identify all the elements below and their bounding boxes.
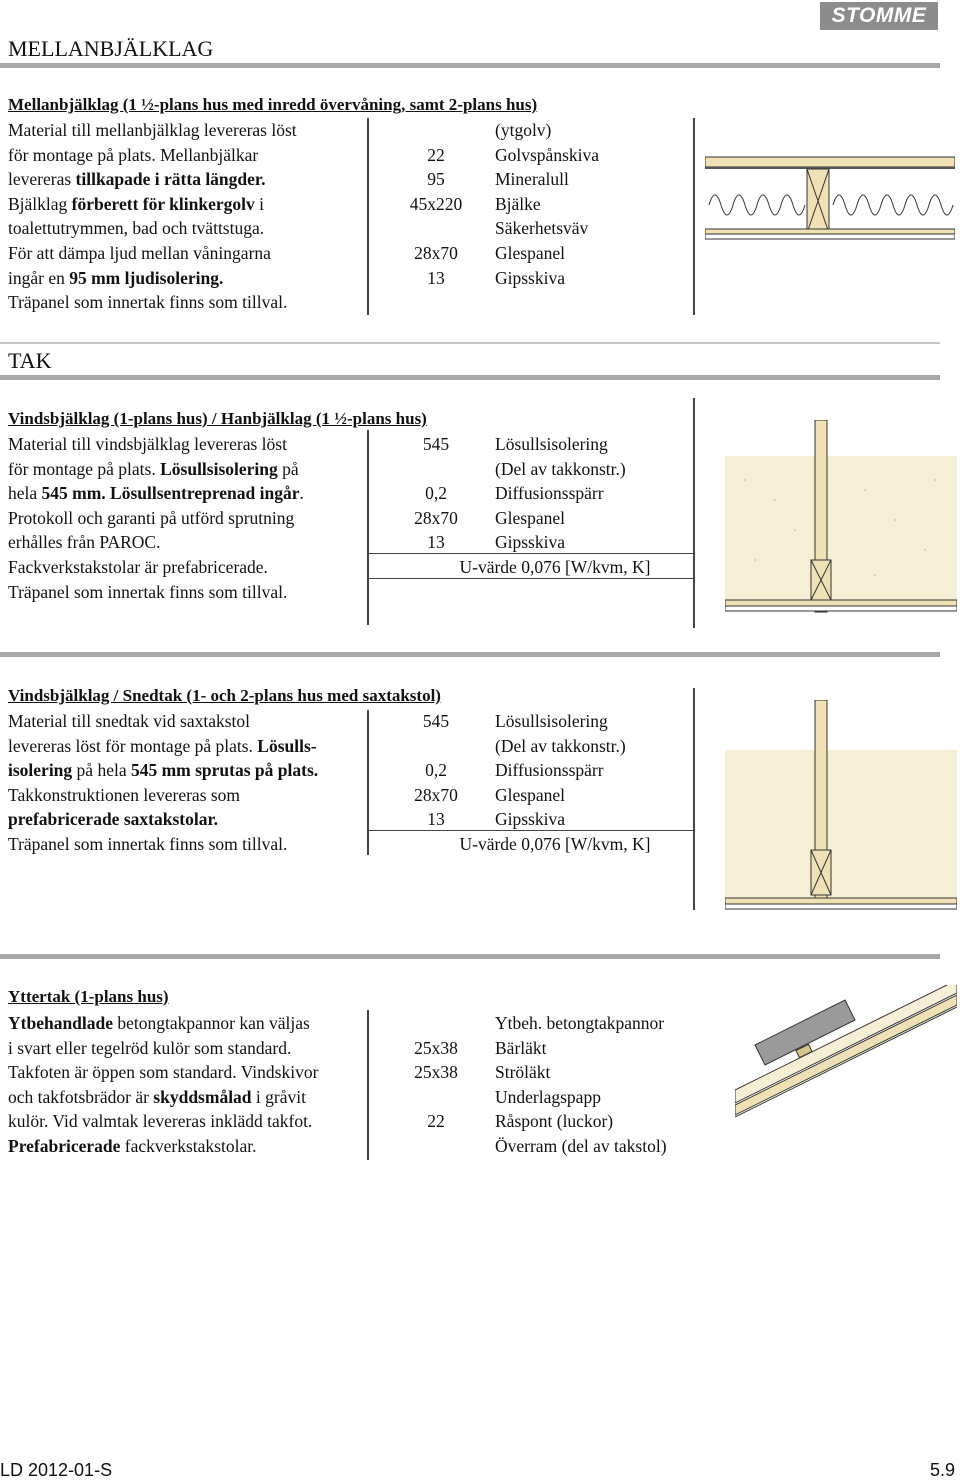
section-badge: STOMME — [820, 2, 938, 30]
description-line — [8, 532, 160, 552]
text-segment: ingår en — [8, 267, 70, 288]
divider — [0, 342, 940, 344]
text-segment: prefabricerade saxtakstolar. — [8, 809, 218, 830]
material-dimension: 545 — [422, 711, 450, 731]
text-segment: fackverkstakstolar. — [120, 1136, 257, 1156]
material-name: Bärläkt — [495, 1037, 547, 1058]
description-line — [8, 194, 264, 214]
mellanbjalklag-diagram — [705, 155, 955, 265]
text-segment: betongtakpannor kan väljas — [113, 1013, 310, 1033]
sned-uvalue: U-värde 0,076 [W/kvm, K] — [459, 834, 651, 854]
section-rule — [0, 375, 940, 380]
document-id: LD 2012-01-S — [0, 1460, 113, 1480]
column-divider — [693, 118, 695, 315]
text-segment: För att dämpa ljud mellan våningarna — [8, 243, 271, 263]
material-dimension: 25x38 — [414, 1037, 458, 1058]
text-segment: Takfoten är öppen som standard. Vindskivor — [8, 1062, 319, 1083]
description-line — [8, 120, 297, 140]
text-segment: levereras — [8, 169, 76, 190]
column-divider — [693, 398, 695, 628]
text-segment: på hela — [72, 760, 131, 781]
section-rule — [0, 954, 940, 959]
sned-subtitle: Vindsbjälklag / Snedtak (1- och 2-plans hus med saxtakstol) — [8, 686, 441, 705]
mellan-subtitle: Mellanbjälklag (1 ½-plans hus med inredd övervåning, samt 2-plans hus) — [8, 95, 538, 114]
material-name: Glespanel — [495, 507, 565, 528]
text-segment: Träpanel som innertak finns som tillval. — [8, 292, 288, 313]
text-segment: Protokoll och garanti på utförd sprutning — [8, 507, 295, 528]
description-line — [8, 736, 317, 756]
description-line — [8, 508, 294, 528]
description-line — [8, 1038, 291, 1058]
material-name: Gipsskiva — [495, 809, 565, 830]
column-divider — [367, 118, 369, 315]
text-segment: toalettutrymmen, bad och tvättstuga. — [8, 218, 265, 239]
material-name: Diffusionsspärr — [495, 760, 604, 781]
material-dimension: 95 — [427, 169, 445, 190]
material-name: Mineralull — [495, 169, 569, 190]
material-dimension: 28x70 — [414, 784, 458, 805]
material-name: Golvspånskiva — [495, 144, 600, 165]
column-divider — [693, 688, 695, 910]
material-name: (Del av takkonstr.) — [495, 458, 626, 479]
description-line — [8, 1087, 306, 1107]
text-segment: Prefabricerade — [8, 1136, 121, 1156]
text-segment: förberett för klinkergolv — [71, 193, 255, 214]
text-segment: Ytbehandlade — [8, 1013, 114, 1033]
description-line — [8, 483, 304, 503]
text-segment: . — [299, 483, 304, 504]
table-rule — [367, 578, 694, 579]
text-segment: Träpanel som innertak finns som tillval. — [8, 834, 288, 854]
material-name: Glespanel — [495, 784, 565, 805]
material-name: Glespanel — [495, 243, 565, 263]
vind-subtitle: Vindsbjälklag (1-plans hus) / Hanbjälklag (1 ½-plans hus) — [8, 409, 427, 428]
text-segment: Lösulls- — [257, 735, 317, 756]
text-segment: levereras löst för montage på plats. — [8, 735, 258, 756]
column-divider — [367, 1010, 369, 1160]
text-segment: för montage på plats. Mellanbjälkar — [8, 144, 259, 165]
text-segment: Bjälklag — [8, 193, 72, 214]
vindsbjalklag-diagram — [725, 420, 957, 620]
material-name: Gipsskiva — [495, 267, 565, 288]
material-name: Lösullsisolering — [495, 434, 608, 454]
text-segment: i gråvit — [251, 1086, 306, 1107]
material-dimension: 13 — [427, 267, 445, 288]
description-line — [8, 582, 287, 602]
material-dimension: 25x38 — [414, 1062, 458, 1083]
text-segment: kulör. Vid valmtak levereras inklädd takfot. — [8, 1111, 313, 1132]
text-segment: i svart eller tegelröd kulör som standard. — [8, 1037, 292, 1058]
vind-uvalue: U-värde 0,076 [W/kvm, K] — [459, 557, 651, 577]
material-dimension: 22 — [427, 144, 445, 165]
material-name: Diffusionsspärr — [495, 483, 604, 504]
material-dimension: 545 — [422, 434, 450, 454]
text-segment: 95 mm ljudisolering. — [69, 267, 224, 288]
description-line — [8, 809, 218, 829]
material-name: Ytbeh. betongtakpannor — [495, 1013, 665, 1033]
description-line — [8, 243, 271, 263]
description-line — [8, 434, 287, 454]
text-segment: Fackverkstakstolar är prefabricerade. — [8, 557, 268, 577]
text-segment: för montage på plats. — [8, 458, 161, 479]
description-line — [8, 1136, 256, 1156]
text-segment: Material till snedtak vid saxtakstol — [8, 711, 251, 731]
material-dimension: 22 — [427, 1111, 445, 1132]
page-number: 5.9 — [930, 1460, 956, 1480]
description-line — [8, 1062, 318, 1082]
material-name: Överram (del av takstol) — [495, 1136, 667, 1156]
text-segment: på — [277, 458, 299, 479]
description-line — [8, 711, 250, 731]
column-divider — [367, 430, 369, 625]
material-name: Säkerhetsväv — [495, 218, 589, 239]
snedtak-diagram — [725, 700, 957, 915]
ytter-subtitle: Yttertak (1-plans hus) — [8, 987, 169, 1006]
text-segment: tillkapade i rätta längder. — [75, 169, 266, 190]
text-segment: isolering — [8, 760, 73, 781]
material-dimension: 13 — [427, 532, 445, 553]
description-line — [8, 557, 268, 577]
description-line — [8, 834, 287, 854]
material-name: Bjälke — [495, 193, 541, 214]
material-name: (Del av takkonstr.) — [495, 735, 626, 756]
text-segment: erhålles från PAROC. — [8, 532, 161, 553]
section-title-mellanbjalklag: MELLANBJÄLKLAG — [8, 36, 214, 61]
text-segment: och takfotsbrädor är — [8, 1086, 154, 1107]
yttertak-diagram — [735, 985, 957, 1125]
material-dimension: 45x220 — [409, 193, 463, 214]
material-name: Råspont (luckor) — [495, 1111, 614, 1132]
description-line — [8, 1111, 312, 1131]
description-line — [8, 1013, 310, 1033]
section-rule — [0, 652, 940, 657]
text-segment: i — [254, 193, 264, 214]
material-name: Lösullsisolering — [495, 711, 608, 731]
table-rule — [367, 553, 694, 554]
material-dimension: 0,2 — [425, 483, 447, 504]
material-dimension: 13 — [427, 809, 445, 830]
description-line — [8, 292, 287, 312]
description-line — [8, 268, 223, 288]
material-name: Gipsskiva — [495, 532, 565, 553]
material-dimension: 0,2 — [425, 760, 447, 781]
text-segment: 545 mm. Lösullsentreprenad ingår — [41, 483, 300, 504]
text-segment: hela — [8, 483, 42, 504]
material-name: Ströläkt — [495, 1062, 551, 1083]
text-segment: Material till mellanbjälklag levereras löst — [8, 120, 297, 140]
material-name: Underlagspapp — [495, 1086, 601, 1107]
description-line — [8, 459, 299, 479]
text-segment: Lösullsisolering — [160, 458, 278, 479]
table-rule — [367, 830, 694, 831]
description-line — [8, 760, 318, 780]
column-divider — [367, 710, 369, 855]
text-segment: Takkonstruktionen levereras som — [8, 784, 241, 805]
section-rule — [0, 63, 940, 68]
description-line — [8, 145, 258, 165]
section-title-tak: TAK — [8, 348, 52, 373]
text-segment: skyddsmålad — [153, 1086, 252, 1107]
text-segment: Material till vindsbjälklag levereras löst — [8, 434, 287, 454]
description-line — [8, 169, 265, 189]
material-dimension: 28x70 — [414, 507, 458, 528]
text-segment: 545 mm sprutas på plats. — [130, 760, 319, 781]
description-line — [8, 785, 240, 805]
description-line — [8, 218, 264, 238]
material-dimension: 28x70 — [414, 243, 458, 263]
material-name: (ytgolv) — [495, 120, 552, 140]
text-segment: Träpanel som innertak finns som tillval. — [8, 581, 288, 602]
